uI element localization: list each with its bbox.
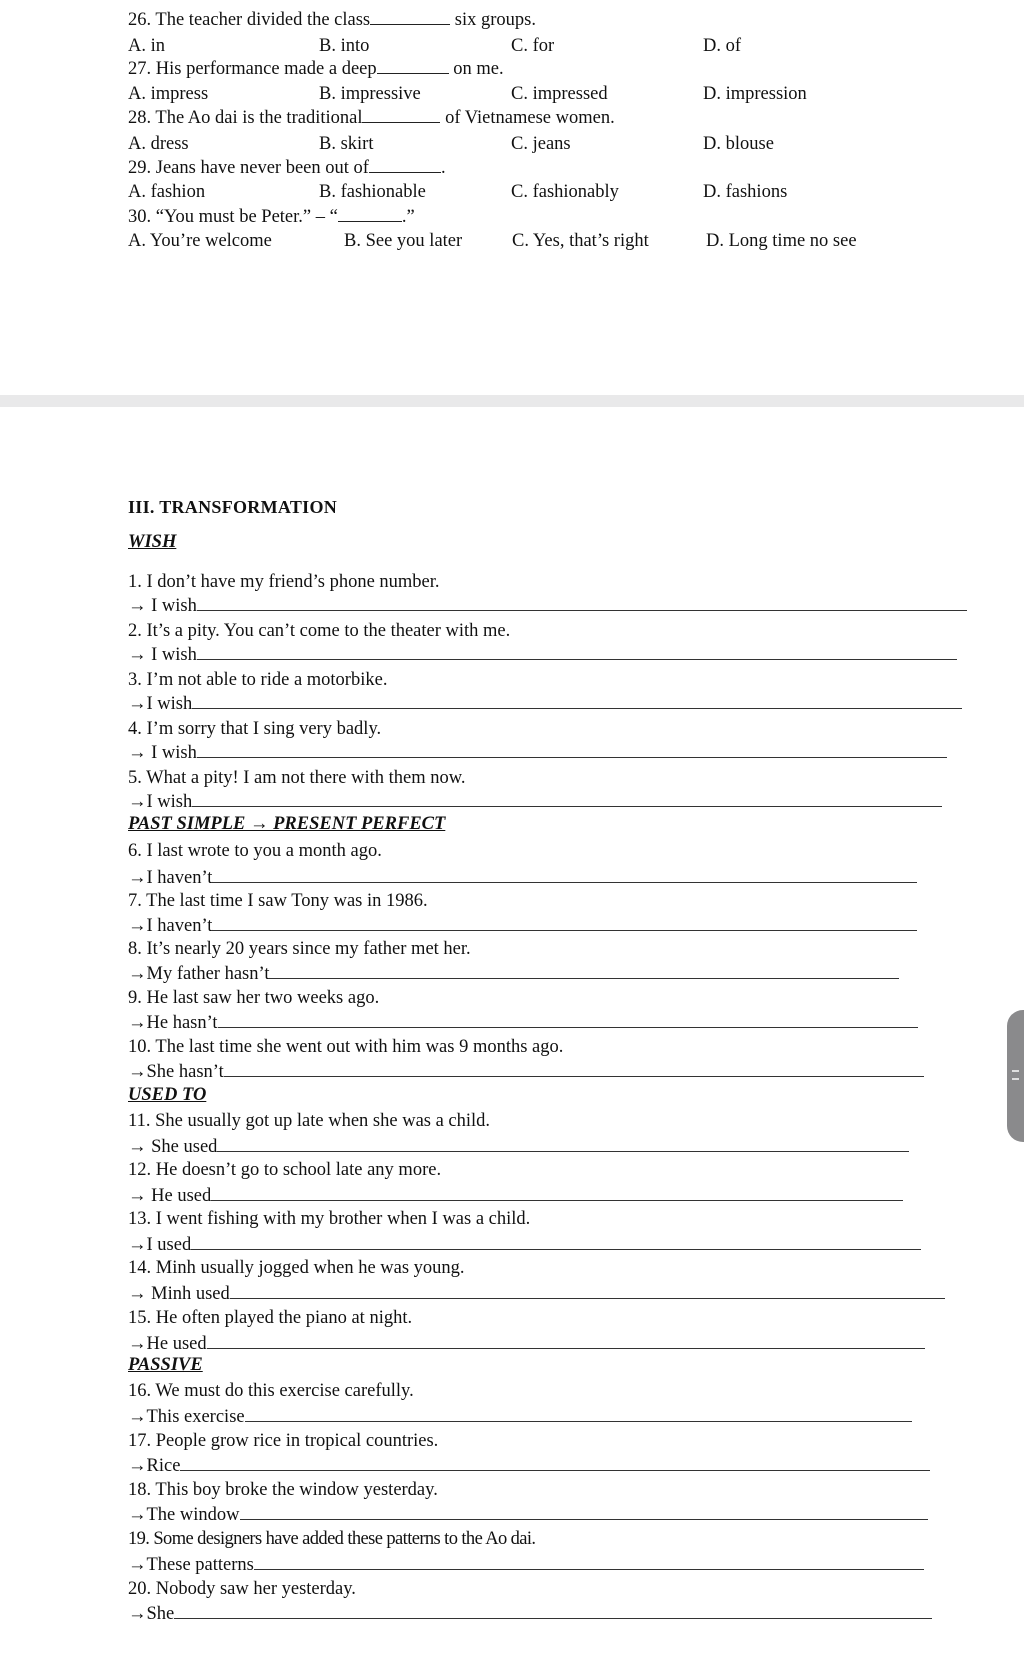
answer-line[interactable] xyxy=(128,1282,945,1305)
scroll-handle[interactable] xyxy=(1007,1010,1024,1142)
group-heading-past-simple-present-perfect: PAST SIMPLE → PRESENT PERFECT xyxy=(128,814,446,834)
answer-blank[interactable] xyxy=(230,1282,945,1299)
grip-line-icon xyxy=(1012,1070,1019,1072)
answer-line[interactable] xyxy=(128,1553,924,1576)
answer-prompt: →My father hasn’t xyxy=(128,964,270,984)
answer-prompt: →The window xyxy=(128,1505,240,1525)
answer-prompt: → I wish xyxy=(128,645,197,665)
mcq-question xyxy=(128,107,615,129)
answer-line[interactable] xyxy=(128,1184,903,1207)
exercise-sentence: 6. I last wrote to you a month ago. xyxy=(128,841,382,861)
answer-prompt: →These patterns xyxy=(128,1555,254,1575)
answer-line[interactable] xyxy=(128,1405,912,1428)
answer-blank[interactable] xyxy=(180,1454,930,1471)
answer-prompt: →I haven’t xyxy=(128,916,213,936)
answer-line[interactable] xyxy=(128,1602,932,1625)
group-heading-used-to: USED TO xyxy=(128,1085,207,1105)
answer-blank[interactable] xyxy=(174,1602,932,1619)
question-text: 26. The teacher divided the class xyxy=(128,10,371,30)
answer-blank[interactable] xyxy=(197,594,967,611)
exercise-sentence: 15. He often played the piano at night. xyxy=(128,1308,413,1328)
option-d[interactable]: D. of xyxy=(703,36,742,56)
exercise-sentence: 1. I don’t have my friend’s phone number. xyxy=(128,572,440,592)
question-text: 29. Jeans have never been out of xyxy=(128,158,369,178)
answer-prompt: →I wish xyxy=(128,792,193,812)
question-text-after: . xyxy=(440,158,446,178)
answer-blank[interactable] xyxy=(370,9,450,25)
answer-blank[interactable] xyxy=(254,1553,924,1570)
grip-line-icon xyxy=(1012,1078,1019,1080)
mcq-question xyxy=(128,157,446,179)
answer-line[interactable] xyxy=(128,1503,928,1526)
exercise-sentence: 4. I’m sorry that I sing very badly. xyxy=(128,719,382,739)
exercise-sentence: 12. He doesn’t go to school late any more. xyxy=(128,1160,442,1180)
answer-line[interactable] xyxy=(128,1011,918,1034)
option-a[interactable]: A. You’re welcome xyxy=(128,231,272,251)
option-b[interactable]: B. skirt xyxy=(319,134,374,154)
answer-prompt: → She used xyxy=(128,1137,218,1157)
answer-line[interactable] xyxy=(128,790,942,813)
answer-blank[interactable] xyxy=(218,1011,918,1028)
exercise-sentence: 2. It’s a pity. You can’t come to the theater with me. xyxy=(128,621,511,641)
answer-blank[interactable] xyxy=(217,1135,909,1152)
answer-blank[interactable] xyxy=(269,962,899,979)
question-text: 28. The Ao dai is the traditional xyxy=(128,108,363,128)
answer-prompt: →This exercise xyxy=(128,1407,245,1427)
page-separator xyxy=(0,395,1024,407)
answer-blank[interactable] xyxy=(245,1405,912,1422)
answer-prompt: →He hasn’t xyxy=(128,1013,218,1033)
answer-line[interactable] xyxy=(128,1060,924,1083)
question-text: 27. His performance made a deep xyxy=(128,59,377,79)
question-text-after: of Vietnamese women. xyxy=(445,108,615,128)
option-a[interactable]: A. impress xyxy=(128,84,209,104)
answer-prompt: → I wish xyxy=(128,596,197,616)
answer-blank[interactable] xyxy=(197,741,947,758)
option-d[interactable]: D. Long time no see xyxy=(706,231,857,251)
answer-blank[interactable] xyxy=(224,1060,924,1077)
answer-line[interactable] xyxy=(128,914,917,937)
answer-line[interactable] xyxy=(128,962,899,985)
exercise-sentence: 18. This boy broke the window yesterday. xyxy=(128,1480,438,1500)
exercise-sentence: 13. I went fishing with my brother when I was a child. xyxy=(128,1209,531,1229)
answer-line[interactable] xyxy=(128,1233,921,1256)
option-a[interactable]: A. dress xyxy=(128,134,189,154)
option-c[interactable]: C. jeans xyxy=(511,134,571,154)
section-title: III. TRANSFORMATION xyxy=(128,497,338,517)
answer-prompt: →I used xyxy=(128,1235,192,1255)
option-d[interactable]: D. blouse xyxy=(703,134,774,154)
answer-blank[interactable] xyxy=(240,1503,928,1520)
answer-line[interactable] xyxy=(128,1332,925,1355)
answer-prompt: →Rice xyxy=(128,1456,181,1476)
answer-blank[interactable] xyxy=(191,1233,921,1250)
option-b[interactable]: B. impressive xyxy=(319,84,421,104)
option-c[interactable]: C. for xyxy=(511,36,555,56)
option-c[interactable]: C. fashionably xyxy=(511,182,619,202)
exercise-sentence: 11. She usually got up late when she was a child. xyxy=(128,1111,491,1131)
answer-blank[interactable] xyxy=(207,1332,925,1349)
answer-blank[interactable] xyxy=(338,206,402,222)
answer-blank[interactable] xyxy=(369,157,441,173)
exercise-sentence: 7. The last time I saw Tony was in 1986. xyxy=(128,891,428,911)
answer-blank[interactable] xyxy=(192,790,942,807)
mcq-question xyxy=(128,206,415,228)
answer-blank[interactable] xyxy=(212,866,917,883)
answer-blank[interactable] xyxy=(211,1184,903,1201)
question-text-after: .” xyxy=(401,207,415,227)
option-d[interactable]: D. fashions xyxy=(703,182,788,202)
exercise-sentence: 5. What a pity! I am not there with them now. xyxy=(128,768,466,788)
answer-line[interactable] xyxy=(128,643,957,666)
exercise-sentence: 17. People grow rice in tropical countries. xyxy=(128,1431,439,1451)
answer-prompt: → Minh used xyxy=(128,1284,230,1304)
answer-line[interactable] xyxy=(128,692,962,715)
answer-line[interactable] xyxy=(128,866,917,889)
option-b[interactable]: B. See you later xyxy=(344,231,463,251)
option-b[interactable]: B. into xyxy=(319,36,370,56)
exercise-sentence: 20. Nobody saw her yesterday. xyxy=(128,1579,356,1599)
exercise-sentence: 9. He last saw her two weeks ago. xyxy=(128,988,380,1008)
answer-line[interactable] xyxy=(128,1454,930,1477)
mcq-question xyxy=(128,58,504,80)
option-b[interactable]: B. fashionable xyxy=(319,182,426,202)
answer-line[interactable] xyxy=(128,741,947,764)
answer-line[interactable] xyxy=(128,594,967,617)
answer-prompt: →She hasn’t xyxy=(128,1062,224,1082)
option-a[interactable]: A. fashion xyxy=(128,182,206,202)
exercise-sentence: 10. The last time she went out with him was 9 months ago. xyxy=(128,1037,564,1057)
answer-blank[interactable] xyxy=(212,914,917,931)
answer-prompt: → He used xyxy=(128,1186,212,1206)
answer-prompt: →He used xyxy=(128,1334,207,1354)
answer-blank[interactable] xyxy=(197,643,957,660)
question-text: 30. “You must be Peter.” – “ xyxy=(128,207,338,227)
answer-blank[interactable] xyxy=(377,58,449,74)
exercise-sentence: 8. It’s nearly 20 years since my father met her. xyxy=(128,939,471,959)
option-c[interactable]: C. Yes, that’s right xyxy=(512,231,649,251)
answer-line[interactable] xyxy=(128,1135,909,1158)
answer-blank[interactable] xyxy=(362,107,440,123)
exercise-sentence: 19. Some designers have added these patterns to the Ao dai. xyxy=(128,1529,536,1549)
option-d[interactable]: D. impression xyxy=(703,84,807,104)
answer-prompt: → I wish xyxy=(128,743,197,763)
exercise-sentence: 3. I’m not able to ride a motorbike. xyxy=(128,670,388,690)
exercise-sentence: 16. We must do this exercise carefully. xyxy=(128,1381,414,1401)
answer-prompt: →She xyxy=(128,1604,175,1624)
mcq-question xyxy=(128,9,536,31)
group-heading-passive: PASSIVE xyxy=(128,1355,203,1375)
exercise-sentence: 14. Minh usually jogged when he was young. xyxy=(128,1258,465,1278)
group-heading-wish: WISH xyxy=(128,532,177,552)
answer-prompt: →I wish xyxy=(128,694,193,714)
option-a[interactable]: A. in xyxy=(128,36,165,56)
question-text-after: on me. xyxy=(453,59,504,79)
answer-prompt: →I haven’t xyxy=(128,868,213,888)
answer-blank[interactable] xyxy=(192,692,962,709)
question-text-after: six groups. xyxy=(454,10,536,30)
option-c[interactable]: C. impressed xyxy=(511,84,608,104)
